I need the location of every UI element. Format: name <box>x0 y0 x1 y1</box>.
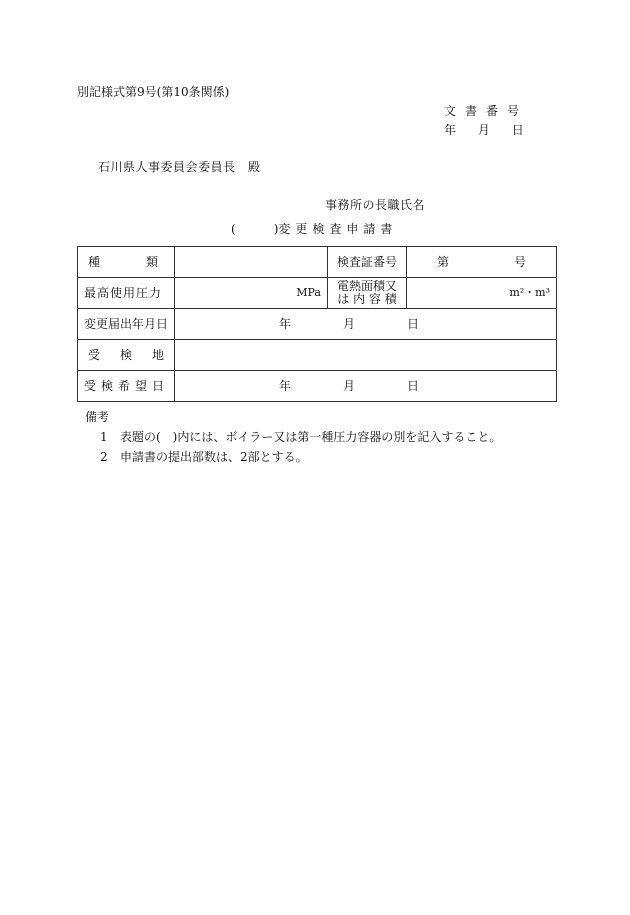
note-item <box>100 430 501 444</box>
applicant-name-label: 事務所の長職氏名 <box>325 198 426 212</box>
cert-prefix: 第 <box>437 255 450 269</box>
area-volume-cell[interactable] <box>407 278 557 309</box>
table-row-desired-date <box>78 371 557 402</box>
pressure-unit: MPa <box>296 286 321 299</box>
header-month-label: 月 <box>477 123 490 137</box>
location-label-cell <box>78 340 175 371</box>
type-value-cell[interactable] <box>175 247 328 278</box>
note-text: 申請書の提出部数は、2部とする。 <box>120 450 308 464</box>
cert-number-label: 検査証番号 <box>328 247 407 278</box>
table-row-location <box>78 340 557 371</box>
note-item <box>100 450 308 464</box>
addressee: 石川県人事委員会委員長 殿 <box>98 160 261 174</box>
form-title <box>231 222 397 236</box>
note-number: 1 <box>100 430 108 444</box>
header-day-label: 日 <box>511 123 524 137</box>
note-number: 2 <box>100 450 108 464</box>
change-date-cell[interactable] <box>175 309 557 340</box>
application-table <box>77 246 557 402</box>
note-text: 表題の( )内には、ボイラー又は第一種圧力容器の別を記入すること。 <box>120 430 502 444</box>
cert-suffix: 号 <box>513 255 526 269</box>
location-cell[interactable] <box>175 340 557 371</box>
desired-date-label: 受検希望日 <box>78 371 175 402</box>
form-label: 別記様式第9号(第10条関係) <box>77 85 230 99</box>
desired-date-year: 年 <box>279 379 292 393</box>
title-open-paren: ( <box>231 222 236 236</box>
title-text: 変更検査申請書 <box>278 222 398 236</box>
area-volume-label <box>328 278 407 309</box>
document-number-label: 文書番号 <box>444 104 529 118</box>
table-row-change-date <box>78 309 557 340</box>
location-label-char-1: 受 <box>88 348 101 362</box>
location-label-char-3: 地 <box>151 348 164 362</box>
type-label-char-2: 類 <box>145 255 158 269</box>
change-date-day: 日 <box>407 317 420 331</box>
desired-date-cell[interactable] <box>175 371 557 402</box>
header-year-label: 年 <box>444 123 457 137</box>
header-date-line <box>444 123 524 137</box>
table-row-type <box>78 247 557 278</box>
area-unit: m²・m³ <box>509 286 550 299</box>
notes-heading: 備考 <box>85 410 110 424</box>
change-date-label: 変更届出年月日 <box>78 309 175 340</box>
type-label-char-1: 種 <box>88 255 101 269</box>
type-label-cell <box>78 247 175 278</box>
desired-date-day: 日 <box>407 379 420 393</box>
location-label-char-2: 検 <box>119 348 132 362</box>
area-label-line-2: は 内 容 積 <box>337 292 397 306</box>
change-date-year: 年 <box>279 317 292 331</box>
table-row-pressure <box>78 278 557 309</box>
title-close-paren: ) <box>273 222 279 236</box>
max-pressure-label: 最高使用圧力 <box>78 278 175 309</box>
cert-number-cell[interactable] <box>407 247 557 278</box>
change-date-month: 月 <box>343 317 356 331</box>
area-label-line-1: 電熱面積又 <box>336 279 397 293</box>
max-pressure-cell[interactable] <box>175 278 328 309</box>
desired-date-month: 月 <box>343 379 356 393</box>
